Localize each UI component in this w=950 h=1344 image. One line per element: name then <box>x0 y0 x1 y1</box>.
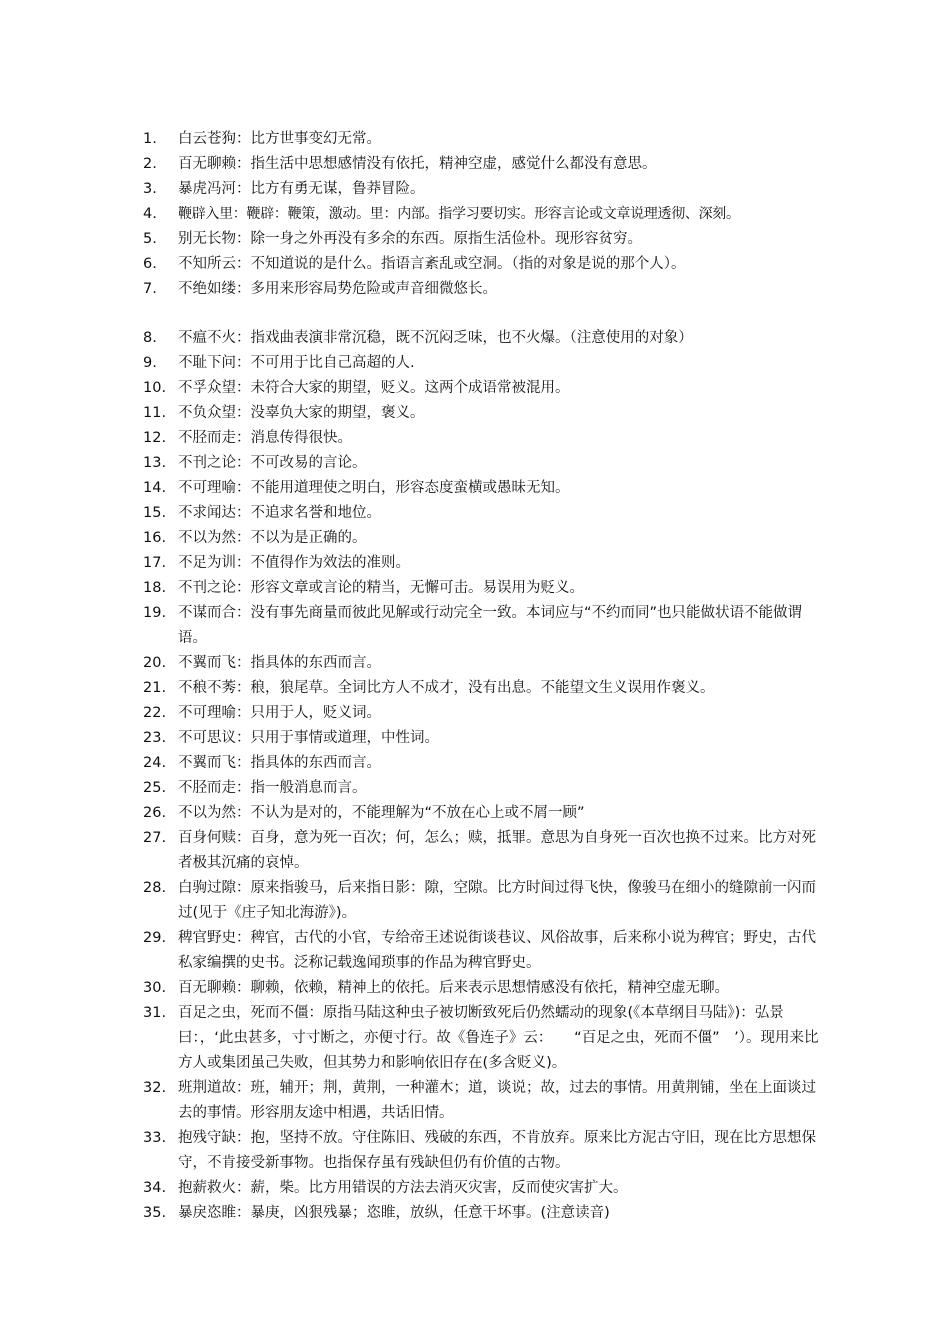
item-text: 不可理喻：只用于人，贬义词。 <box>178 705 381 721</box>
item-text: 不可理喻：不能用道理使之明白，形容态度蛮横或愚昧无知。 <box>178 480 570 496</box>
item-text: 不稂不莠：稂，狼尾草。全词比方人不成才，没有出息。不能望文生义误用作褒义。 <box>178 680 715 696</box>
item-text: 不可思议：只用于事情或道理，中性词。 <box>178 730 439 746</box>
item-number: 9. <box>143 355 157 371</box>
list-item <box>143 976 823 1001</box>
list-item <box>143 351 823 376</box>
list-item <box>143 751 823 776</box>
item-text: 班荆道故：班，辅开；荆，黄荆，一种灌木；道，谈说；故，过去的事情。用黄荆铺，坐在上面谈过去的事情。形容朋友途中相遇，共话旧情。 <box>178 1080 816 1121</box>
list-item <box>143 1126 823 1176</box>
item-number: 7. <box>143 281 157 297</box>
item-number: 30. <box>143 980 167 996</box>
item-text: 不胫而走：指一般消息而言。 <box>178 780 367 796</box>
item-text: 百无聊赖：指生活中思想感情没有依托，精神空虚，感觉什么都没有意思。 <box>178 156 657 172</box>
item-number: 6. <box>143 256 157 272</box>
item-text: 暴戾恣睢：暴庚，凶狠残暴；恣睢，放纵，任意干坏事。(注意读音) <box>178 1205 610 1221</box>
item-text: 不瘟不火：指戏曲表演非常沉稳，既不沉闷乏味，也不火爆。（注意使用的对象） <box>178 330 693 346</box>
list-item <box>143 326 823 351</box>
item-text: 不以为然：不以为是正确的。 <box>178 530 367 546</box>
list-item <box>143 202 823 227</box>
list-item <box>143 1201 823 1226</box>
item-text: 稗官野史：稗官，古代的小官，专给帝王述说街谈巷议、风俗故事，后来称小说为稗官；野史，古代私家编撰的史书。泛称记载逸闻琐事的作品为稗官野史。 <box>178 930 816 971</box>
item-text: 抱薪救火：薪，柴。比方用错误的方法去消灭灾害，反而使灾害扩大。 <box>178 1180 628 1196</box>
item-number: 11. <box>143 405 167 421</box>
item-text: 不以为然：不认为是对的，不能理解为“不放在心上或不屑一顾” <box>178 805 585 821</box>
paragraph-gap <box>143 302 823 326</box>
list-item <box>143 826 823 876</box>
list-item <box>143 177 823 202</box>
list-item <box>143 1176 823 1201</box>
list-item <box>143 651 823 676</box>
list-item <box>143 776 823 801</box>
item-number: 19. <box>143 605 167 621</box>
item-number: 22. <box>143 705 167 721</box>
list-item <box>143 127 823 152</box>
list-item <box>143 501 823 526</box>
list-item <box>143 601 823 651</box>
item-text: 不求闻达：不追求名誉和地位。 <box>178 505 381 521</box>
list-item <box>143 526 823 551</box>
item-text: 不知所云：不知道说的是什么。指语言紊乱或空洞。（指的对象是说的那个人）。 <box>178 256 686 272</box>
item-number: 16. <box>143 530 167 546</box>
item-text: 不足为训：不值得作为效法的准则。 <box>178 555 410 571</box>
item-text: 不刊之论：形容文章或言论的精当，无懈可击。易误用为贬义。 <box>178 580 584 596</box>
list-item <box>143 252 823 277</box>
idiom-list <box>143 127 823 1226</box>
item-number: 33. <box>143 1130 167 1146</box>
list-item <box>143 1001 823 1076</box>
item-text: 百无聊赖：聊赖，依赖，精神上的依托。后来表示思想情感没有依托，精神空虚无聊。 <box>178 980 729 996</box>
item-text: 百身何赎：百身，意为死一百次；何，怎么；赎，抵罪。意思为自身死一百次也换不过来。比方对死者极其沉痛的哀悼。 <box>178 830 816 871</box>
list-item <box>143 926 823 976</box>
item-number: 17. <box>143 555 167 571</box>
list-item <box>143 576 823 601</box>
list-item <box>143 701 823 726</box>
item-text: 白云苍狗：比方世事变幻无常。 <box>178 131 381 147</box>
item-text: 不翼而飞：指具体的东西而言。 <box>178 755 381 771</box>
item-number: 26. <box>143 805 167 821</box>
item-number: 14. <box>143 480 167 496</box>
item-number: 18. <box>143 580 167 596</box>
item-number: 4. <box>143 206 157 222</box>
list-item <box>143 277 823 302</box>
item-number: 27. <box>143 830 167 846</box>
item-text: 不负众望：没辜负大家的期望，褒义。 <box>178 405 425 421</box>
item-number: 15. <box>143 505 167 521</box>
list-item <box>143 376 823 401</box>
list-item <box>143 551 823 576</box>
list-item <box>143 726 823 751</box>
item-number: 35. <box>143 1205 167 1221</box>
item-text: 百足之虫，死而不僵：原指马陆这种虫子被切断致死后仍然蠕动的现象(《本草纲目马陆》)：弘景曰：，‘此虫甚多，寸寸断之，亦便寸行。故《鲁连子》云： “百足之虫，死而不僵” ’）。现用来比方人或集团虽己失败，但其势力和影响依旧存在(多含贬义)。 <box>178 1005 819 1071</box>
item-number: 8. <box>143 330 157 346</box>
list-item <box>143 801 823 826</box>
item-number: 12. <box>143 430 167 446</box>
item-text: 别无长物：除一身之外再没有多余的东西。原指生活俭朴。现形容贫穷。 <box>178 231 642 247</box>
item-text: 抱残守缺：抱，坚持不放。守住陈旧、残破的东西，不肯放弃。原来比方泥古守旧，现在比方思想保守，不肯接受新事物。也指保存虽有残缺但仍有价值的古物。 <box>178 1130 816 1171</box>
item-number: 32. <box>143 1080 167 1096</box>
item-number: 34. <box>143 1180 167 1196</box>
item-number: 29. <box>143 930 167 946</box>
item-text: 不翼而飞：指具体的东西而言。 <box>178 655 381 671</box>
list-item <box>143 152 823 177</box>
item-number: 25. <box>143 780 167 796</box>
item-number: 13. <box>143 455 167 471</box>
item-number: 10. <box>143 380 167 396</box>
list-item <box>143 876 823 926</box>
item-number: 20. <box>143 655 167 671</box>
item-number: 3. <box>143 181 157 197</box>
item-text: 不胫而走：消息传得很快。 <box>178 430 352 446</box>
item-text: 鞭辟入里：鞭辟：鞭策，激动。里：内部。指学习要切实。形容言论或文章说理透彻、深刻。 <box>178 206 740 222</box>
item-text: 不孚众望：未符合大家的期望，贬义。这两个成语常被混用。 <box>178 380 570 396</box>
item-text: 白驹过隙：原来指骏马，后来指日影：隙，空隙。比方时间过得飞快，像骏马在细小的缝隙前一闪而过(见于《庄子知北海游》)。 <box>178 880 816 921</box>
item-number: 1. <box>143 131 157 147</box>
item-text: 不绝如缕：多用来形容局势危险或声音细微悠长。 <box>178 281 497 297</box>
list-item <box>143 676 823 701</box>
list-item <box>143 227 823 252</box>
item-text: 不耻下问：不可用于比自己高超的人. <box>178 355 415 371</box>
item-number: 31. <box>143 1005 167 1021</box>
item-number: 24. <box>143 755 167 771</box>
item-number: 23. <box>143 730 167 746</box>
list-item <box>143 451 823 476</box>
item-number: 2. <box>143 156 157 172</box>
item-text: 暴虎冯河：比方有勇无谋，鲁莽冒险。 <box>178 181 425 197</box>
item-number: 21. <box>143 680 167 696</box>
item-number: 28. <box>143 880 167 896</box>
item-number: 5. <box>143 231 157 247</box>
item-text: 不刊之论：不可改易的言论。 <box>178 455 367 471</box>
list-item <box>143 476 823 501</box>
list-item <box>143 401 823 426</box>
list-item <box>143 1076 823 1126</box>
item-text: 不谋而合：没有事先商量而彼此见解或行动完全一致。本词应与“不约而同”也只能做状语不能做谓语。 <box>178 605 803 646</box>
list-item <box>143 426 823 451</box>
